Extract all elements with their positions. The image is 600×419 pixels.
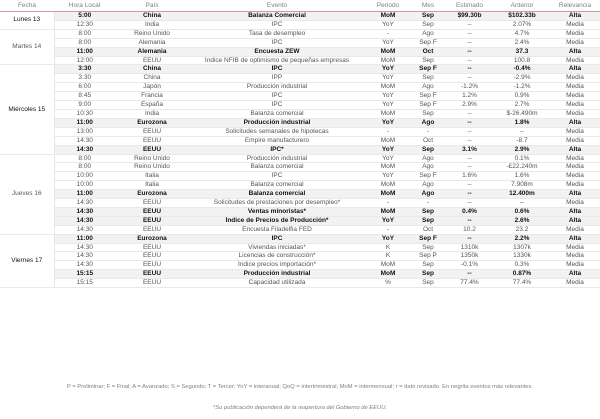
event-previous: 0.87% [494, 270, 550, 279]
event-estimate: -- [445, 38, 494, 47]
event-estimate: $99.30b [445, 12, 494, 21]
event-period: YoY [365, 101, 411, 110]
event-time: 9:00 [54, 101, 115, 110]
event-estimate: 1.6% [445, 172, 494, 181]
event-time: 8:00 [54, 29, 115, 38]
event-month: Sep [411, 243, 445, 252]
event-country: EEUU [115, 207, 189, 216]
table-row [0, 154, 600, 163]
event-estimate: -- [445, 234, 494, 243]
event-estimate: -- [445, 74, 494, 83]
table-row [0, 270, 600, 279]
event-time: 12:00 [54, 56, 115, 65]
day-label: Miércoles 15 [0, 65, 54, 154]
event-period: YoY [365, 92, 411, 101]
table-row [0, 109, 600, 118]
event-period: MoM [365, 270, 411, 279]
table-row [0, 199, 600, 208]
event-time: 14:30 [54, 261, 115, 270]
event-previous: 2.07% [494, 20, 550, 29]
day-label: Lunes 13 [0, 12, 54, 30]
event-estimate: -0.1% [445, 261, 494, 270]
event-name: Tasa de desempleo [189, 29, 365, 38]
event-relevance: Media [550, 127, 600, 136]
event-relevance: Alta [550, 270, 600, 279]
event-time: 11:00 [54, 234, 115, 243]
table-row [0, 118, 600, 127]
event-time: 14:30 [54, 225, 115, 234]
event-month: Oct [411, 225, 445, 234]
event-relevance: Media [550, 109, 600, 118]
event-month: Oct [411, 47, 445, 56]
event-time: 8:00 [54, 163, 115, 172]
event-name: IPC [189, 65, 365, 74]
event-previous: -£22.240m [494, 163, 550, 172]
event-previous: 23.2 [494, 225, 550, 234]
event-relevance: Media [550, 20, 600, 29]
event-name: IPC [189, 92, 365, 101]
event-name: Índice precios importación* [189, 261, 365, 270]
event-previous: 0.1% [494, 154, 550, 163]
event-name: Viviendas iniciadas* [189, 243, 365, 252]
event-period: MoM [365, 109, 411, 118]
event-name: IPC [189, 234, 365, 243]
event-country: Eurozona [115, 118, 189, 127]
event-estimate: -- [445, 109, 494, 118]
event-period: MoM [365, 261, 411, 270]
event-estimate: -- [445, 190, 494, 199]
header-relevancia: Relevancia [550, 0, 600, 12]
table-row [0, 145, 600, 154]
event-month: - [411, 199, 445, 208]
event-previous: 0.6% [494, 207, 550, 216]
event-time: 6:00 [54, 83, 115, 92]
event-previous: 1.8% [494, 118, 550, 127]
event-name: Índice NFIB de optimismo de pequeñas empresas [189, 56, 365, 65]
event-relevance: Media [550, 101, 600, 110]
event-relevance: Media [550, 154, 600, 163]
event-name: Balanza comercial [189, 109, 365, 118]
event-previous: 1.6% [494, 172, 550, 181]
event-time: 10:00 [54, 172, 115, 181]
event-month: Ago [411, 181, 445, 190]
event-name: Producción industrial [189, 270, 365, 279]
event-country: EEUU [115, 127, 189, 136]
event-time: 14:30 [54, 199, 115, 208]
event-period: - [365, 127, 411, 136]
event-time: 14:30 [54, 136, 115, 145]
event-previous: 0.3% [494, 261, 550, 270]
event-time: 14:30 [54, 216, 115, 225]
event-month: Sep [411, 12, 445, 21]
event-previous: -- [494, 127, 550, 136]
event-estimate: 0.4% [445, 207, 494, 216]
event-relevance: Alta [550, 216, 600, 225]
event-time: 13:00 [54, 127, 115, 136]
event-previous: 77.4% [494, 279, 550, 288]
day-label: Martes 14 [0, 29, 54, 65]
event-period: K [365, 252, 411, 261]
event-relevance: Media [550, 252, 600, 261]
event-time: 8:45 [54, 92, 115, 101]
event-period: YoY [365, 172, 411, 181]
event-name: Capacidad utilizada [189, 279, 365, 288]
table-row [0, 216, 600, 225]
event-period: YoY [365, 38, 411, 47]
table-row [0, 29, 600, 38]
event-relevance: Alta [550, 65, 600, 74]
table-row [0, 65, 600, 74]
event-period: - [365, 225, 411, 234]
event-month: Ago [411, 83, 445, 92]
event-month: Ago [411, 29, 445, 38]
event-previous: -1.2% [494, 83, 550, 92]
event-relevance: Media [550, 225, 600, 234]
event-country: China [115, 12, 189, 21]
event-previous: -- [494, 199, 550, 208]
event-country: España [115, 101, 189, 110]
event-name: IPC [189, 20, 365, 29]
event-country: Reino Unido [115, 154, 189, 163]
event-previous: 2.7% [494, 101, 550, 110]
event-relevance: Alta [550, 47, 600, 56]
event-name: IPC [189, 38, 365, 47]
event-previous: 0.9% [494, 92, 550, 101]
event-name: Empire manufacturero [189, 136, 365, 145]
event-name: Encuesta ZEW [189, 47, 365, 56]
event-estimate: 10.2 [445, 225, 494, 234]
event-estimate: 1310k [445, 243, 494, 252]
calendar-body [0, 12, 600, 288]
header-row [0, 0, 600, 12]
event-country: EEUU [115, 216, 189, 225]
event-period: MoM [365, 56, 411, 65]
event-relevance: Media [550, 83, 600, 92]
event-name: IPC [189, 172, 365, 181]
event-month: Sep F [411, 101, 445, 110]
event-relevance: Media [550, 181, 600, 190]
event-name: Solicitudes de prestaciones por desempleo* [189, 199, 365, 208]
event-time: 10:00 [54, 181, 115, 190]
event-name: Balanza comercial [189, 163, 365, 172]
event-previous: 2.4% [494, 38, 550, 47]
event-name: Índice de Precios de Producción* [189, 216, 365, 225]
event-time: 10:30 [54, 109, 115, 118]
event-estimate: -- [445, 56, 494, 65]
event-month: - [411, 127, 445, 136]
event-name: Balanza comercial [189, 190, 365, 199]
event-month: Ago [411, 154, 445, 163]
event-relevance: Media [550, 136, 600, 145]
event-name: Licencias de construcción* [189, 252, 365, 261]
event-name: Balanza comercial [189, 181, 365, 190]
header-anterior: Anterior [494, 0, 550, 12]
event-time: 11:00 [54, 190, 115, 199]
event-time: 3:30 [54, 65, 115, 74]
event-estimate: -- [445, 154, 494, 163]
event-name: IPP [189, 74, 365, 83]
event-previous: 37.3 [494, 47, 550, 56]
event-previous: 4.7% [494, 29, 550, 38]
event-previous: -8.7 [494, 136, 550, 145]
event-estimate: -- [445, 20, 494, 29]
table-row [0, 127, 600, 136]
event-period: YoY [365, 74, 411, 83]
event-previous: $102.33b [494, 12, 550, 21]
header-mes: Mes [411, 0, 445, 12]
event-estimate: -1.2% [445, 83, 494, 92]
event-month: Ago [411, 118, 445, 127]
event-relevance: Media [550, 29, 600, 38]
header-periodo: Periodo [365, 0, 411, 12]
event-estimate: -- [445, 136, 494, 145]
event-period: MoM [365, 207, 411, 216]
legend-footnote: P = Preliminar; F = Final; A = Avanzado; S = Segundo; T = Tercer; YoY = interanual; QoQ = intertrimestral; MoM = intermensual; r = dato revisado. En negrita eventos más relevantes. [66, 384, 534, 390]
table-row [0, 207, 600, 216]
event-time: 5:00 [54, 12, 115, 21]
event-period: YoY [365, 20, 411, 29]
table-row [0, 92, 600, 101]
table-row [0, 56, 600, 65]
event-previous: 100.8 [494, 56, 550, 65]
event-country: EEUU [115, 199, 189, 208]
event-country: Italia [115, 181, 189, 190]
event-month: Sep [411, 109, 445, 118]
event-time: 12:30 [54, 20, 115, 29]
event-previous: 12.400m [494, 190, 550, 199]
event-relevance: Alta [550, 118, 600, 127]
event-month: Ago [411, 190, 445, 199]
event-country: China [115, 74, 189, 83]
event-period: YoY [365, 65, 411, 74]
event-estimate: 77.4% [445, 279, 494, 288]
event-previous: 2.9% [494, 145, 550, 154]
table-row [0, 12, 600, 21]
event-country: EEUU [115, 261, 189, 270]
event-period: MoM [365, 181, 411, 190]
event-previous: 2.2% [494, 234, 550, 243]
event-time: 8:00 [54, 38, 115, 47]
event-previous: -2.9% [494, 74, 550, 83]
event-country: Alemania [115, 38, 189, 47]
event-relevance: Alta [550, 12, 600, 21]
event-relevance: Media [550, 279, 600, 288]
event-estimate: 2.9% [445, 101, 494, 110]
event-time: 8:00 [54, 154, 115, 163]
event-country: Alemania [115, 47, 189, 56]
header-estimado: Estimado [445, 0, 494, 12]
event-name: IPC [189, 101, 365, 110]
event-name: Producción industrial [189, 154, 365, 163]
event-country: India [115, 20, 189, 29]
event-estimate: 3.1% [445, 145, 494, 154]
event-country: India [115, 109, 189, 118]
event-relevance: Media [550, 172, 600, 181]
table-row [0, 252, 600, 261]
event-relevance: Media [550, 74, 600, 83]
event-relevance: Media [550, 261, 600, 270]
table-row [0, 38, 600, 47]
event-name: IPC* [189, 145, 365, 154]
event-month: Sep F [411, 234, 445, 243]
header-evento: Evento [189, 0, 365, 12]
event-time: 3:30 [54, 74, 115, 83]
event-country: Reino Unido [115, 29, 189, 38]
event-country: EEUU [115, 279, 189, 288]
event-relevance: Media [550, 92, 600, 101]
table-row [0, 172, 600, 181]
event-relevance: Alta [550, 207, 600, 216]
event-month: Sep [411, 207, 445, 216]
event-previous: $-26.490m [494, 109, 550, 118]
table-row [0, 243, 600, 252]
event-month: Sep [411, 216, 445, 225]
event-period: MoM [365, 12, 411, 21]
event-period: % [365, 279, 411, 288]
event-month: Sep F [411, 65, 445, 74]
table-row [0, 101, 600, 110]
event-previous: 1307k [494, 243, 550, 252]
event-month: Oct [411, 136, 445, 145]
event-country: China [115, 65, 189, 74]
event-estimate: -- [445, 65, 494, 74]
event-estimate: -- [445, 47, 494, 56]
event-country: Reino Unido [115, 163, 189, 172]
event-estimate: 1350k [445, 252, 494, 261]
event-period: YoY [365, 216, 411, 225]
table-row [0, 190, 600, 199]
event-estimate: -- [445, 270, 494, 279]
event-country: Italia [115, 172, 189, 181]
event-month: Sep [411, 279, 445, 288]
header-fecha: Fecha [0, 0, 54, 12]
event-period: YoY [365, 118, 411, 127]
event-month: Sep [411, 74, 445, 83]
event-time: 11:00 [54, 118, 115, 127]
event-period: MoM [365, 83, 411, 92]
event-country: EEUU [115, 225, 189, 234]
table-row [0, 47, 600, 56]
event-name: Producción industrial [189, 83, 365, 92]
event-country: EEUU [115, 252, 189, 261]
event-month: Ago [411, 163, 445, 172]
event-estimate: 1.2% [445, 92, 494, 101]
event-time: 11:00 [54, 47, 115, 56]
event-month: Sep [411, 270, 445, 279]
event-previous: -0.4% [494, 65, 550, 74]
header-pais: País [115, 0, 189, 12]
event-country: Japón [115, 83, 189, 92]
event-country: EEUU [115, 243, 189, 252]
event-period: MoM [365, 47, 411, 56]
event-time: 14:30 [54, 252, 115, 261]
table-row [0, 234, 600, 243]
event-previous: 7.908m [494, 181, 550, 190]
government-note: *Su publicación dependerá de la reapertura del Gobierno de EEUU. [212, 405, 388, 411]
event-country: EEUU [115, 270, 189, 279]
event-country: EEUU [115, 136, 189, 145]
event-estimate: -- [445, 29, 494, 38]
event-relevance: Alta [550, 190, 600, 199]
table-row [0, 83, 600, 92]
event-relevance: Media [550, 38, 600, 47]
event-period: YoY [365, 145, 411, 154]
event-relevance: Media [550, 163, 600, 172]
event-period: MoM [365, 190, 411, 199]
event-estimate: -- [445, 163, 494, 172]
table-row [0, 261, 600, 270]
event-time: 14:30 [54, 243, 115, 252]
event-month: Sep F [411, 38, 445, 47]
event-estimate: -- [445, 127, 494, 136]
event-time: 15:15 [54, 279, 115, 288]
table-row [0, 279, 600, 288]
event-time: 14:30 [54, 145, 115, 154]
event-period: MoM [365, 136, 411, 145]
event-month: Sep [411, 56, 445, 65]
event-country: EEUU [115, 56, 189, 65]
event-period: K [365, 243, 411, 252]
event-name: Solicitudes semanales de hipotecas [189, 127, 365, 136]
event-estimate: -- [445, 118, 494, 127]
day-label: Jueves 16 [0, 154, 54, 234]
event-name: Producción industrial [189, 118, 365, 127]
event-month: Sep F [411, 92, 445, 101]
day-label: Viernes 17 [0, 234, 54, 287]
event-relevance: Media [550, 243, 600, 252]
event-name: Encuesta Filadelfia FED [189, 225, 365, 234]
event-period: YoY [365, 234, 411, 243]
event-time: 14:30 [54, 207, 115, 216]
event-previous: 1330k [494, 252, 550, 261]
event-estimate: -- [445, 181, 494, 190]
table-row [0, 74, 600, 83]
event-period: YoY [365, 154, 411, 163]
event-country: Francia [115, 92, 189, 101]
event-country: Eurozona [115, 234, 189, 243]
event-name: Ventas minoristas* [189, 207, 365, 216]
event-estimate: -- [445, 199, 494, 208]
event-relevance: Alta [550, 234, 600, 243]
event-relevance: Alta [550, 145, 600, 154]
event-month: Sep P [411, 252, 445, 261]
event-time: 15:15 [54, 270, 115, 279]
event-country: Eurozona [115, 190, 189, 199]
table-row [0, 181, 600, 190]
event-period: MoM [365, 163, 411, 172]
table-row [0, 225, 600, 234]
event-estimate: -- [445, 216, 494, 225]
event-month: Sep [411, 261, 445, 270]
event-relevance: Media [550, 56, 600, 65]
header-hora: Hora Local [54, 0, 115, 12]
event-previous: 2.6% [494, 216, 550, 225]
event-month: Sep F [411, 172, 445, 181]
event-month: Sep [411, 20, 445, 29]
table-row [0, 20, 600, 29]
event-month: Sep [411, 145, 445, 154]
event-relevance: Media [550, 199, 600, 208]
event-name: Balanza Comercial [189, 12, 365, 21]
table-row [0, 136, 600, 145]
table-row [0, 163, 600, 172]
event-country: EEUU [115, 145, 189, 154]
event-period: - [365, 29, 411, 38]
event-period: - [365, 199, 411, 208]
